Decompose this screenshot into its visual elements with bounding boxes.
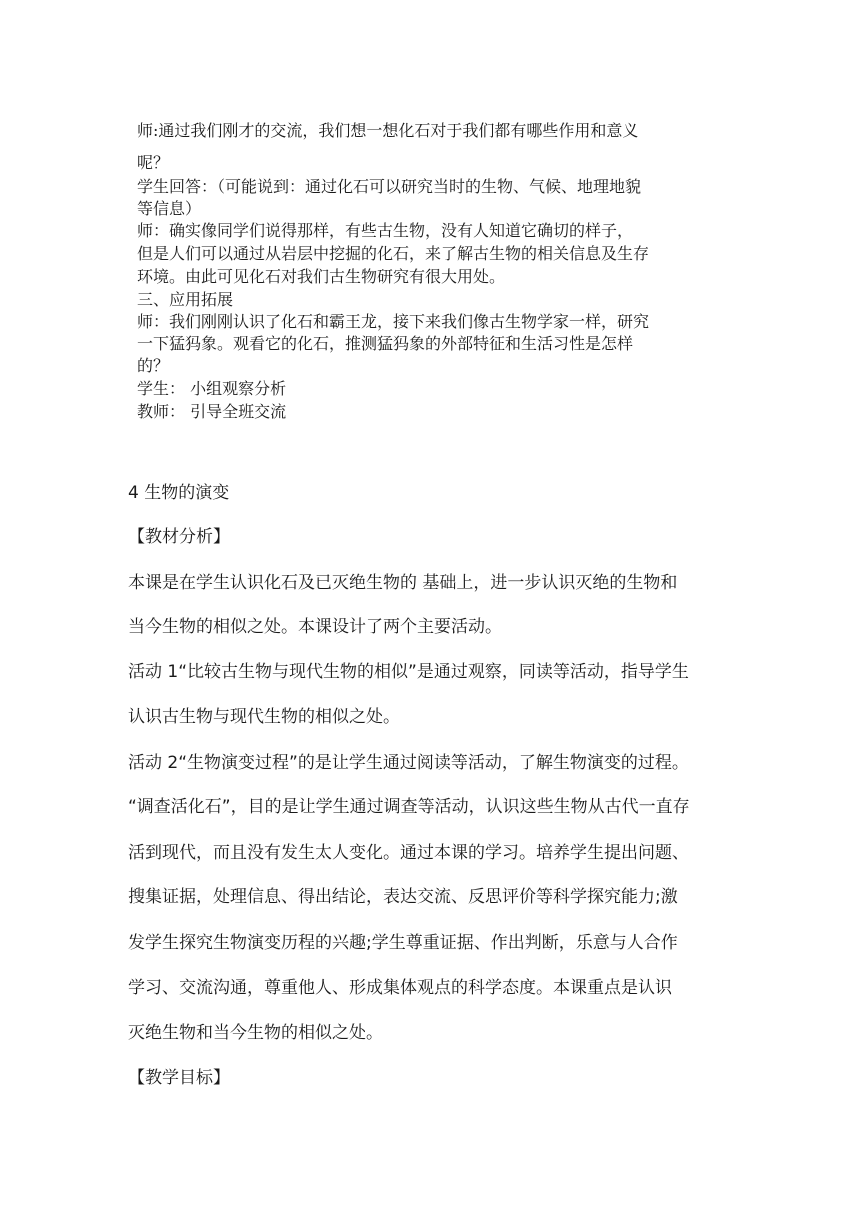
paragraph-line: “调查活化石”，目的是让学生通过调查等活动，认识这些生物从古代一直存 <box>128 797 690 817</box>
paragraph-line: 学生： 小组观察分析 <box>137 379 287 398</box>
paragraph-line: 发学生探究生物演变历程的兴趣;学生尊重证据、作出判断，乐意与人合作 <box>128 933 678 953</box>
paragraph-line: 但是人们可以通过从岩层中挖掘的化石，来了解古生物的相关信息及生存 <box>137 244 650 263</box>
heading-material-analysis: 【教材分析】 <box>128 527 230 547</box>
paragraph-line: 活动 2“生物演变过程”的是让学生通过阅读等活动，了解生物演变的过程。 <box>128 753 689 773</box>
section-heading: 三、应用拓展 <box>137 290 234 309</box>
paragraph-line: 当今生物的相似之处。本课设计了两个主要活动。 <box>128 617 502 637</box>
paragraph-line: 灭绝生物和当今生物的相似之处。 <box>128 1023 383 1043</box>
paragraph-line: 师：我们刚刚认识了化石和霸王龙，接下来我们像古生物学家一样，研究 <box>137 312 650 331</box>
paragraph-line: 呢？ <box>137 153 170 172</box>
heading-teaching-goals: 【教学目标】 <box>128 1068 230 1088</box>
paragraph-line: 活动 1“比较古生物与现代生物的相似”是通过观察，同读等活动，指导学生 <box>128 662 689 682</box>
paragraph-line: 搜集证据，处理信息、得出结论，表达交流、反思评价等科学探究能力;激 <box>128 887 678 907</box>
paragraph-line: 认识古生物与现代生物的相似之处。 <box>128 707 400 727</box>
paragraph-line: 一下猛犸象。观看它的化石，推测猛犸象的外部特征和生活习性是怎样 <box>137 334 634 353</box>
paragraph-line: 学生回答：（可能说到：通过化石可以研究当时的生物、气候、地理地貌 <box>137 177 642 196</box>
paragraph-line: 学习、交流沟通，尊重他人、形成集体观点的科学态度。本课重点是认识 <box>128 978 672 998</box>
paragraph-line: 教师： 引导全班交流 <box>137 402 287 421</box>
paragraph-line: 等信息） <box>137 199 202 218</box>
paragraph-line: 本课是在学生认识化石及已灭绝生物的 基础上，进一步认识灭绝的生物和 <box>128 573 678 593</box>
lesson-title: 4 生物的演变 <box>128 483 230 503</box>
paragraph-line: 环境。由此可见化石对我们古生物研究有很大用处。 <box>137 267 506 286</box>
paragraph-line: 的？ <box>137 356 170 375</box>
paragraph-line: 师:通过我们刚才的交流，我们想一想化石对于我们都有哪些作用和意义 <box>137 121 639 140</box>
paragraph-line: 活到现代，而且没有发生太人变化。通过本课的学习。培养学生提出问题、 <box>128 843 689 863</box>
paragraph-line: 师：确实像同学们说得那样，有些古生物，没有人知道它确切的样子， <box>137 221 634 240</box>
